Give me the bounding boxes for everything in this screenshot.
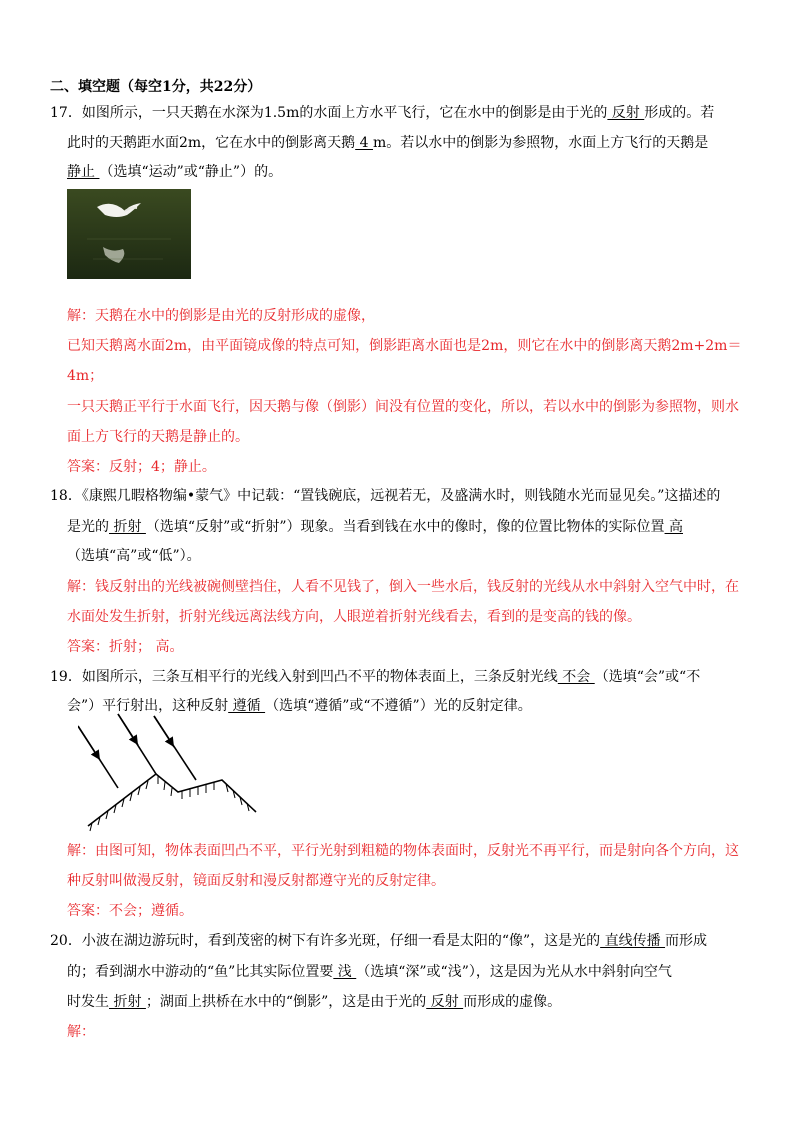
q18-line-3: （选填“高”或“低”）。: [67, 548, 201, 564]
q19-blank-2: 遵循: [228, 698, 266, 714]
q18-blank-1: 折射: [109, 519, 146, 535]
q20-line-2: 的；看到湖水中游动的“鱼”比其实际位置要 浅 （选填“深”或“浅”），这是因为光从水中斜射向空气: [67, 964, 672, 980]
q19-blank-1: 不会: [557, 669, 595, 685]
q20-blank-4: 反射: [426, 994, 464, 1010]
q20-blank-3: 折射: [109, 994, 146, 1010]
q17-solution-2: 已知天鹅离水面2m，由平面镜成像的特点可知，倒影距离水面也是2m，则它在水中的倒影离天鹅2m+2m＝: [67, 338, 742, 354]
q19-solution-2: 种反射叫做漫反射，镜面反射和漫反射都遵守光的反射定律。: [67, 873, 445, 889]
q17-answer: 答案：反射；4；静止。: [67, 459, 216, 475]
q17-solution-4: 一只天鹅正平行于水面飞行，因天鹅与像（倒影）间没有位置的变化，所以，若以水中的倒影为参照物，则水: [67, 399, 739, 415]
q18-solution-1: 解：钱反射出的光线被碗侧壁挡住，人看不见钱了，倒入一些水后，钱反射的光线从水中斜射入空气中时，在: [67, 579, 739, 595]
q17-blank-1: 反射: [607, 105, 645, 121]
q18-line-1: 18．《康熙几暇格物编•蒙气》中记载：“置钱碗底，远视若无，及盛满水时，则钱随水光而显见矣。”这描述的: [50, 488, 721, 504]
q18-line-2: 是光的 折射 （选填“反射”或“折射”）现象。当看到钱在水中的像时，像的位置比物体的实际位置 高: [67, 519, 683, 535]
q19-line-2: 会”）平行射出，这种反射 遵循 （选填“遵循”或“不遵循”）光的反射定律。: [67, 698, 532, 714]
q20-blank-1: 直线传播: [600, 933, 666, 949]
q20-blank-2: 浅: [333, 964, 357, 980]
q19-solution-1: 解：由图可知，物体表面凹凸不平，平行光射到粗糙的物体表面时，反射光不再平行，而是射向各个方向，这: [67, 843, 739, 859]
q18-solution-2: 水面处发生折射，折射光线远离法线方向，人眼逆着折射光线看去，看到的是变高的钱的像。: [67, 609, 641, 625]
q17-line-3: 静止 （选填“运动”或“静止”）的。: [67, 164, 283, 180]
swan-reflection-photo: [67, 189, 191, 279]
q17-line-2: 此时的天鹅距水面2m，它在水中的倒影离天鹅 4 m。若以水中的倒影为参照物，水面上方飞行的天鹅是: [67, 135, 709, 151]
q20-line-1: 20．小波在湖边游玩时，看到茂密的树下有许多光斑，仔细一看是太阳的“像”，这是光的 直线传播 而形成: [50, 933, 708, 949]
q20-line-3: 时发生 折射 ；湖面上拱桥在水中的“倒影”，这是由于光的 反射 而形成的虚像。: [67, 994, 562, 1010]
q17-solution-1: 解：天鹅在水中的倒影是由光的反射形成的虚像，: [67, 308, 375, 324]
q17-blank-2: 4: [355, 135, 373, 151]
q20-solution-label: 解：: [67, 1024, 95, 1040]
q18-answer: 答案：折射； 高。: [67, 639, 184, 655]
q18-blank-2: 高: [664, 519, 683, 535]
section-title: 二、填空题（每空1分，共22分）: [50, 79, 262, 95]
diffuse-reflection-diagram: [78, 712, 268, 834]
q17-solution-3: 4m；: [67, 368, 104, 384]
q19-answer: 答案：不会；遵循。: [67, 903, 193, 919]
q17-line-1: 17．如图所示，一只天鹅在水深为1.5m的水面上方水平飞行，它在水中的倒影是由于光的 反射 形成的。若: [50, 105, 715, 121]
q17-solution-5: 面上方飞行的天鹅是静止的。: [67, 429, 249, 445]
q17-blank-3: 静止: [67, 164, 100, 180]
q19-line-1: 19．如图所示，三条互相平行的光线入射到凹凸不平的物体表面上，三条反射光线 不会 （选填“会”或“不: [50, 669, 701, 685]
